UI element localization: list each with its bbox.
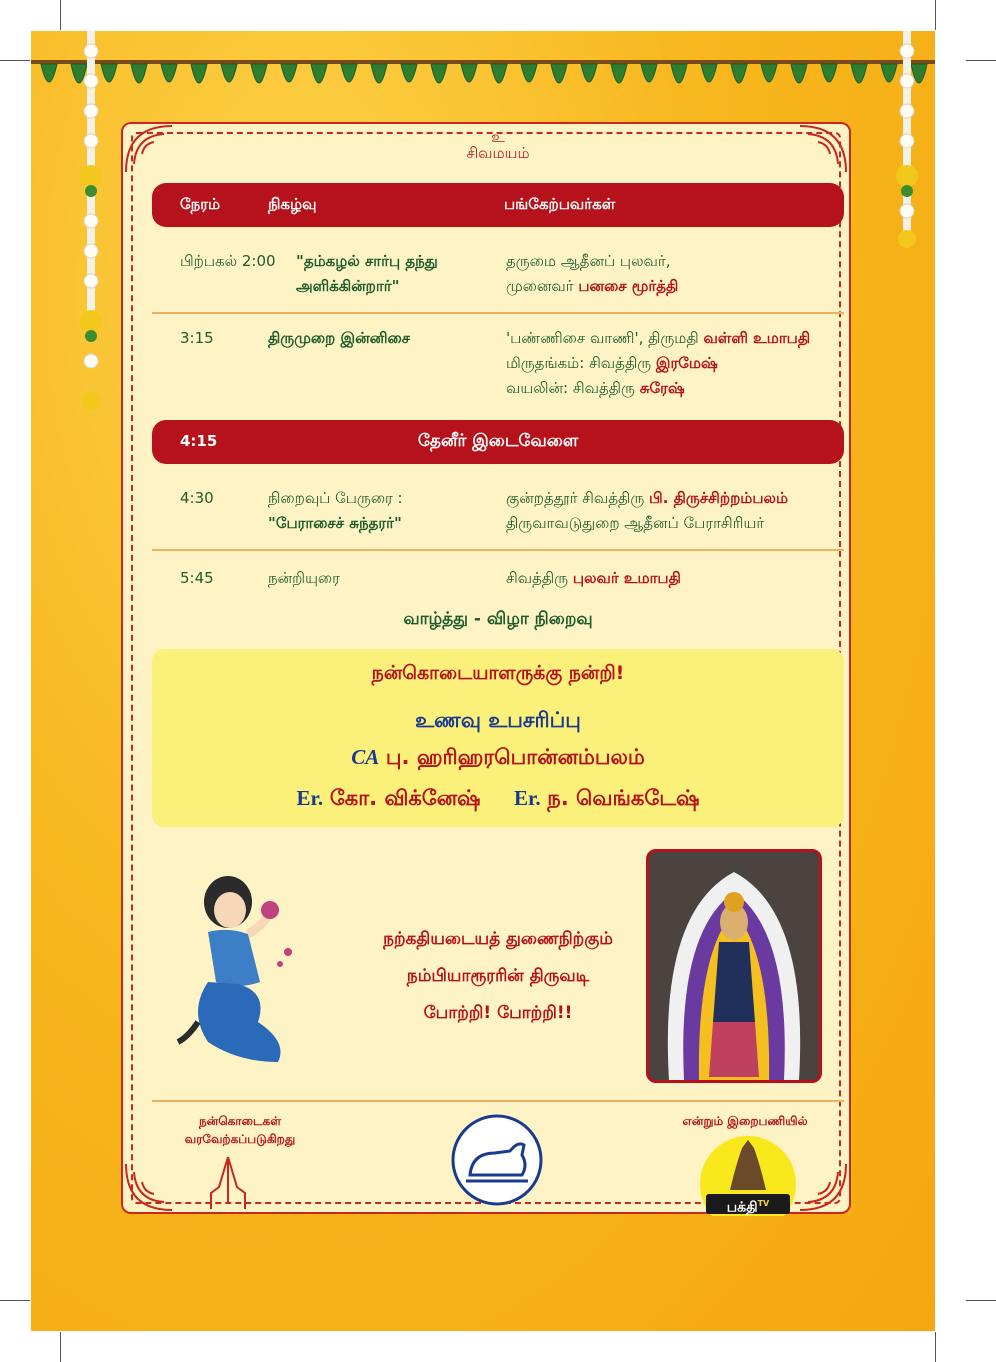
tv-suffix: TV bbox=[757, 1199, 770, 1208]
schedule-header bbox=[152, 183, 844, 227]
header-time: நேரம் bbox=[180, 195, 221, 213]
footer-divider bbox=[152, 1100, 844, 1102]
deity-photo bbox=[646, 849, 822, 1083]
jasmine-garland-left bbox=[78, 31, 104, 411]
header-event: நிகழ்வு bbox=[268, 195, 317, 213]
service-tagline: என்றும் இறைபணியில் bbox=[682, 1114, 808, 1128]
thanks-title: நன்கொடையாளருக்கு நன்றி! bbox=[371, 662, 625, 684]
page-title: சிவமயம் bbox=[466, 144, 530, 162]
header-participants: பங்கேற்பவர்கள் bbox=[504, 195, 616, 213]
break-title: தேனீர் இடைவேளை bbox=[417, 431, 579, 451]
praise-verse: நற்கதியடையத் துணைநிற்கும் நம்பியாரூரரின் திருவடி போற்றி! போற்றி!! bbox=[383, 929, 613, 1023]
sponsor-line-1: CA பு. ஹரிஹரபொன்னம்பலம் bbox=[351, 745, 645, 769]
row-participants: குன்றத்தூர் சிவத்திரு பி. திருச்சிற்றம்பலம் திருவாவடுதுறை ஆதீனப் பேராசிரியர் bbox=[506, 489, 789, 532]
row-time: 3:15 bbox=[180, 329, 214, 347]
sponsor-line-2: Er. கோ. விக்னேஷ் Er. ந. வெங்கடேஷ் bbox=[296, 786, 700, 810]
row-time: பிற்பகல் 2:00 bbox=[180, 252, 276, 270]
temple-tower-icon bbox=[724, 1140, 772, 1196]
nandi-emblem-icon bbox=[450, 1113, 544, 1207]
closing-line: வாழ்த்து - விழா நிறைவு bbox=[403, 609, 593, 629]
corner-ornament-bottom-right bbox=[798, 1162, 848, 1212]
row-participants: 'பண்ணிசை வாணி', திருமதி வள்ளி உமாபதி மிருதங்கம்: சிவத்திரு இரமேஷ் வயலின்: சிவத்திரு சுரேஷ் bbox=[506, 329, 811, 397]
row-time: 4:30 bbox=[180, 489, 214, 507]
row-event: திருமுறை இன்னிசை bbox=[268, 329, 411, 347]
mango-leaf-toran bbox=[31, 60, 935, 110]
folded-hands-icon bbox=[205, 1153, 251, 1213]
tv-name: பக்தி bbox=[726, 1199, 758, 1216]
donations-welcome: நன்கொடைகள் வரவேற்கப்படுகிறது bbox=[184, 1114, 296, 1146]
row-event: நிறைவுப் பேருரை : "பேராசைச் சுந்தரர்" bbox=[268, 489, 403, 532]
bhakthi-tv-logo bbox=[700, 1136, 796, 1216]
invocation-symbol: உ bbox=[491, 128, 505, 146]
row-participants: தருமை ஆதீனப் புலவர், முனைவர் பனசை மூர்த்தி bbox=[506, 252, 679, 295]
food-sponsor-label: உணவு உபசரிப்பு bbox=[415, 708, 581, 732]
corner-ornament-bottom-left bbox=[124, 1162, 174, 1212]
row-event: நன்றியுரை bbox=[268, 569, 340, 587]
row-time: 5:45 bbox=[180, 569, 214, 587]
row-divider bbox=[152, 549, 844, 551]
break-banner bbox=[152, 420, 844, 464]
row-event: "தம்கழல் சார்பு தந்து அளிக்கின்றார்" bbox=[296, 252, 438, 295]
break-time: 4:15 bbox=[180, 432, 218, 450]
row-participants: சிவத்திரு புலவர் உமாபதி bbox=[506, 569, 681, 587]
row-divider bbox=[152, 312, 844, 314]
